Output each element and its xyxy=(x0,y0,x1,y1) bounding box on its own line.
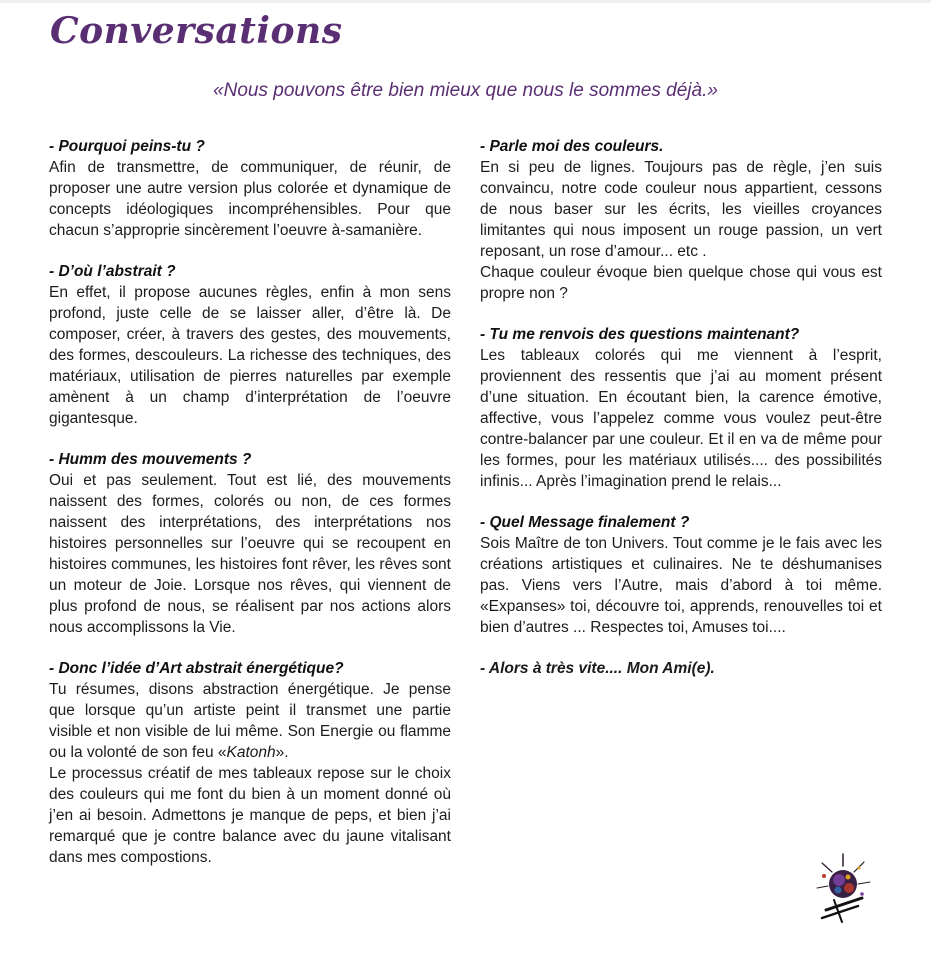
question: - Pourquoi peins-tu ? xyxy=(49,138,205,155)
answer-text: ». xyxy=(275,744,289,761)
qa-quel-message xyxy=(480,512,882,638)
answer: Sois Maître de ton Univers. Tout comme je le fais avec les créations artistiques et culinaires. Ne te déshumanises pas. Viens vers l’Autre, mais d’abord à toi même. «Expanses» toi, découvre toi, apprends, renouvelles toi et bien d’autres ... Respectes toi, Amuses toi.... xyxy=(480,535,882,636)
page-quote: «Nous pouvons être bien mieux que nous le sommes déjà.» xyxy=(213,80,718,101)
question: - Quel Message finalement ? xyxy=(480,514,690,531)
answer: Les tableaux colorés qui me viennent à l’esprit, proviennent des ressentis que j’ai au moment présent d’une situation. En écoutant bien, la carence émotive, affective, vous l’appelez comme vous voulez peut-être contre-balancer par une couleur. Et il en va de même pour les formes, pour les matériaux utilisés.... des possibilités infinis... Après l’imagination prend le relais... xyxy=(480,347,882,490)
answer: Oui et pas seulement. Tout est lié, des mouvements naissent des formes, colorés ou non, de ces formes naissent des interprétations, des interprétations nos histoires personnelles sur l’oeuvre qui se recoupent en histoires communes, les histoires font rêver, les rêves sont un moteur de Joie. Lorsque nos rêves, qui viennent de plus profond de nous, se réalisent par nos actions alors nous accomplissons la Vie. xyxy=(49,472,451,636)
right-column xyxy=(480,136,882,679)
answer: Le processus créatif de mes tableaux repose sur le choix des couleurs qui me font du bien à un moment donné où j’en ai besoin. Admettons je manque de peps, et bien j’ai remarqué que je contre balance avec du jaune vitalisant dans mes compostions. xyxy=(49,765,451,866)
answer xyxy=(49,679,451,763)
question: - Tu me renvois des questions maintenant? xyxy=(480,326,800,343)
page-title: Conversations xyxy=(50,10,343,52)
question: - Donc l’idée d’Art abstrait énergétique? xyxy=(49,660,344,677)
answer: En si peu de lignes. Toujours pas de règle, j’en suis convaincu, notre code couleur nous appartient, cessons de nous baser sur les écrits, les vieilles croyances limitantes qui nous imposent un rouge passion, un vert reposant, un rose d’amour... etc . xyxy=(480,159,882,260)
qa-art-abstrait-energetique xyxy=(49,658,451,868)
signoff: - Alors à très vite.... Mon Ami(e). xyxy=(480,660,715,677)
answer-italic-word: Katonh xyxy=(226,744,276,761)
paint-splash-logo-icon xyxy=(812,848,874,928)
answer: Afin de transmettre, de communiquer, de réunir, de proposer une autre version plus colorée et dynamique de concepts idéologiques incompréhensibles. Pour que chacun s’approprie sincèrement l’oeuvre à-samanière. xyxy=(49,159,451,239)
left-column xyxy=(49,136,451,888)
qa-questions-maintenant xyxy=(480,324,882,492)
question: - D’où l’abstrait ? xyxy=(49,263,176,280)
question: - Parle moi des couleurs. xyxy=(480,138,664,155)
qa-d-ou-l-abstrait xyxy=(49,261,451,429)
answer: En effet, il propose aucunes règles, enfin à mon sens profond, juste celle de se laisser aller, d’être là. De composer, créer, à travers des gestes, des mouvements, des formes, descouleurs. La richesse des techniques, des matériaux, utilisation de pierres naturelles par exemple amènent à un champ d’interprétation de l’oeuvre gigantesque. xyxy=(49,284,451,427)
qa-humm-des-mouvements xyxy=(49,449,451,638)
qa-pourquoi-peins-tu xyxy=(49,136,451,241)
page-top-strip xyxy=(0,0,931,3)
question: - Humm des mouvements ? xyxy=(49,451,252,468)
qa-parle-moi-des-couleurs xyxy=(480,136,882,304)
answer-text: Tu résumes, disons abstraction énergétique. Je pense que lorsque qu’un artiste peint il transmet une partie visible et non visible de lui même. Son Energie ou flamme ou la volonté de son feu « xyxy=(49,681,451,761)
answer: Chaque couleur évoque bien quelque chose qui vous est propre non ? xyxy=(480,264,882,302)
